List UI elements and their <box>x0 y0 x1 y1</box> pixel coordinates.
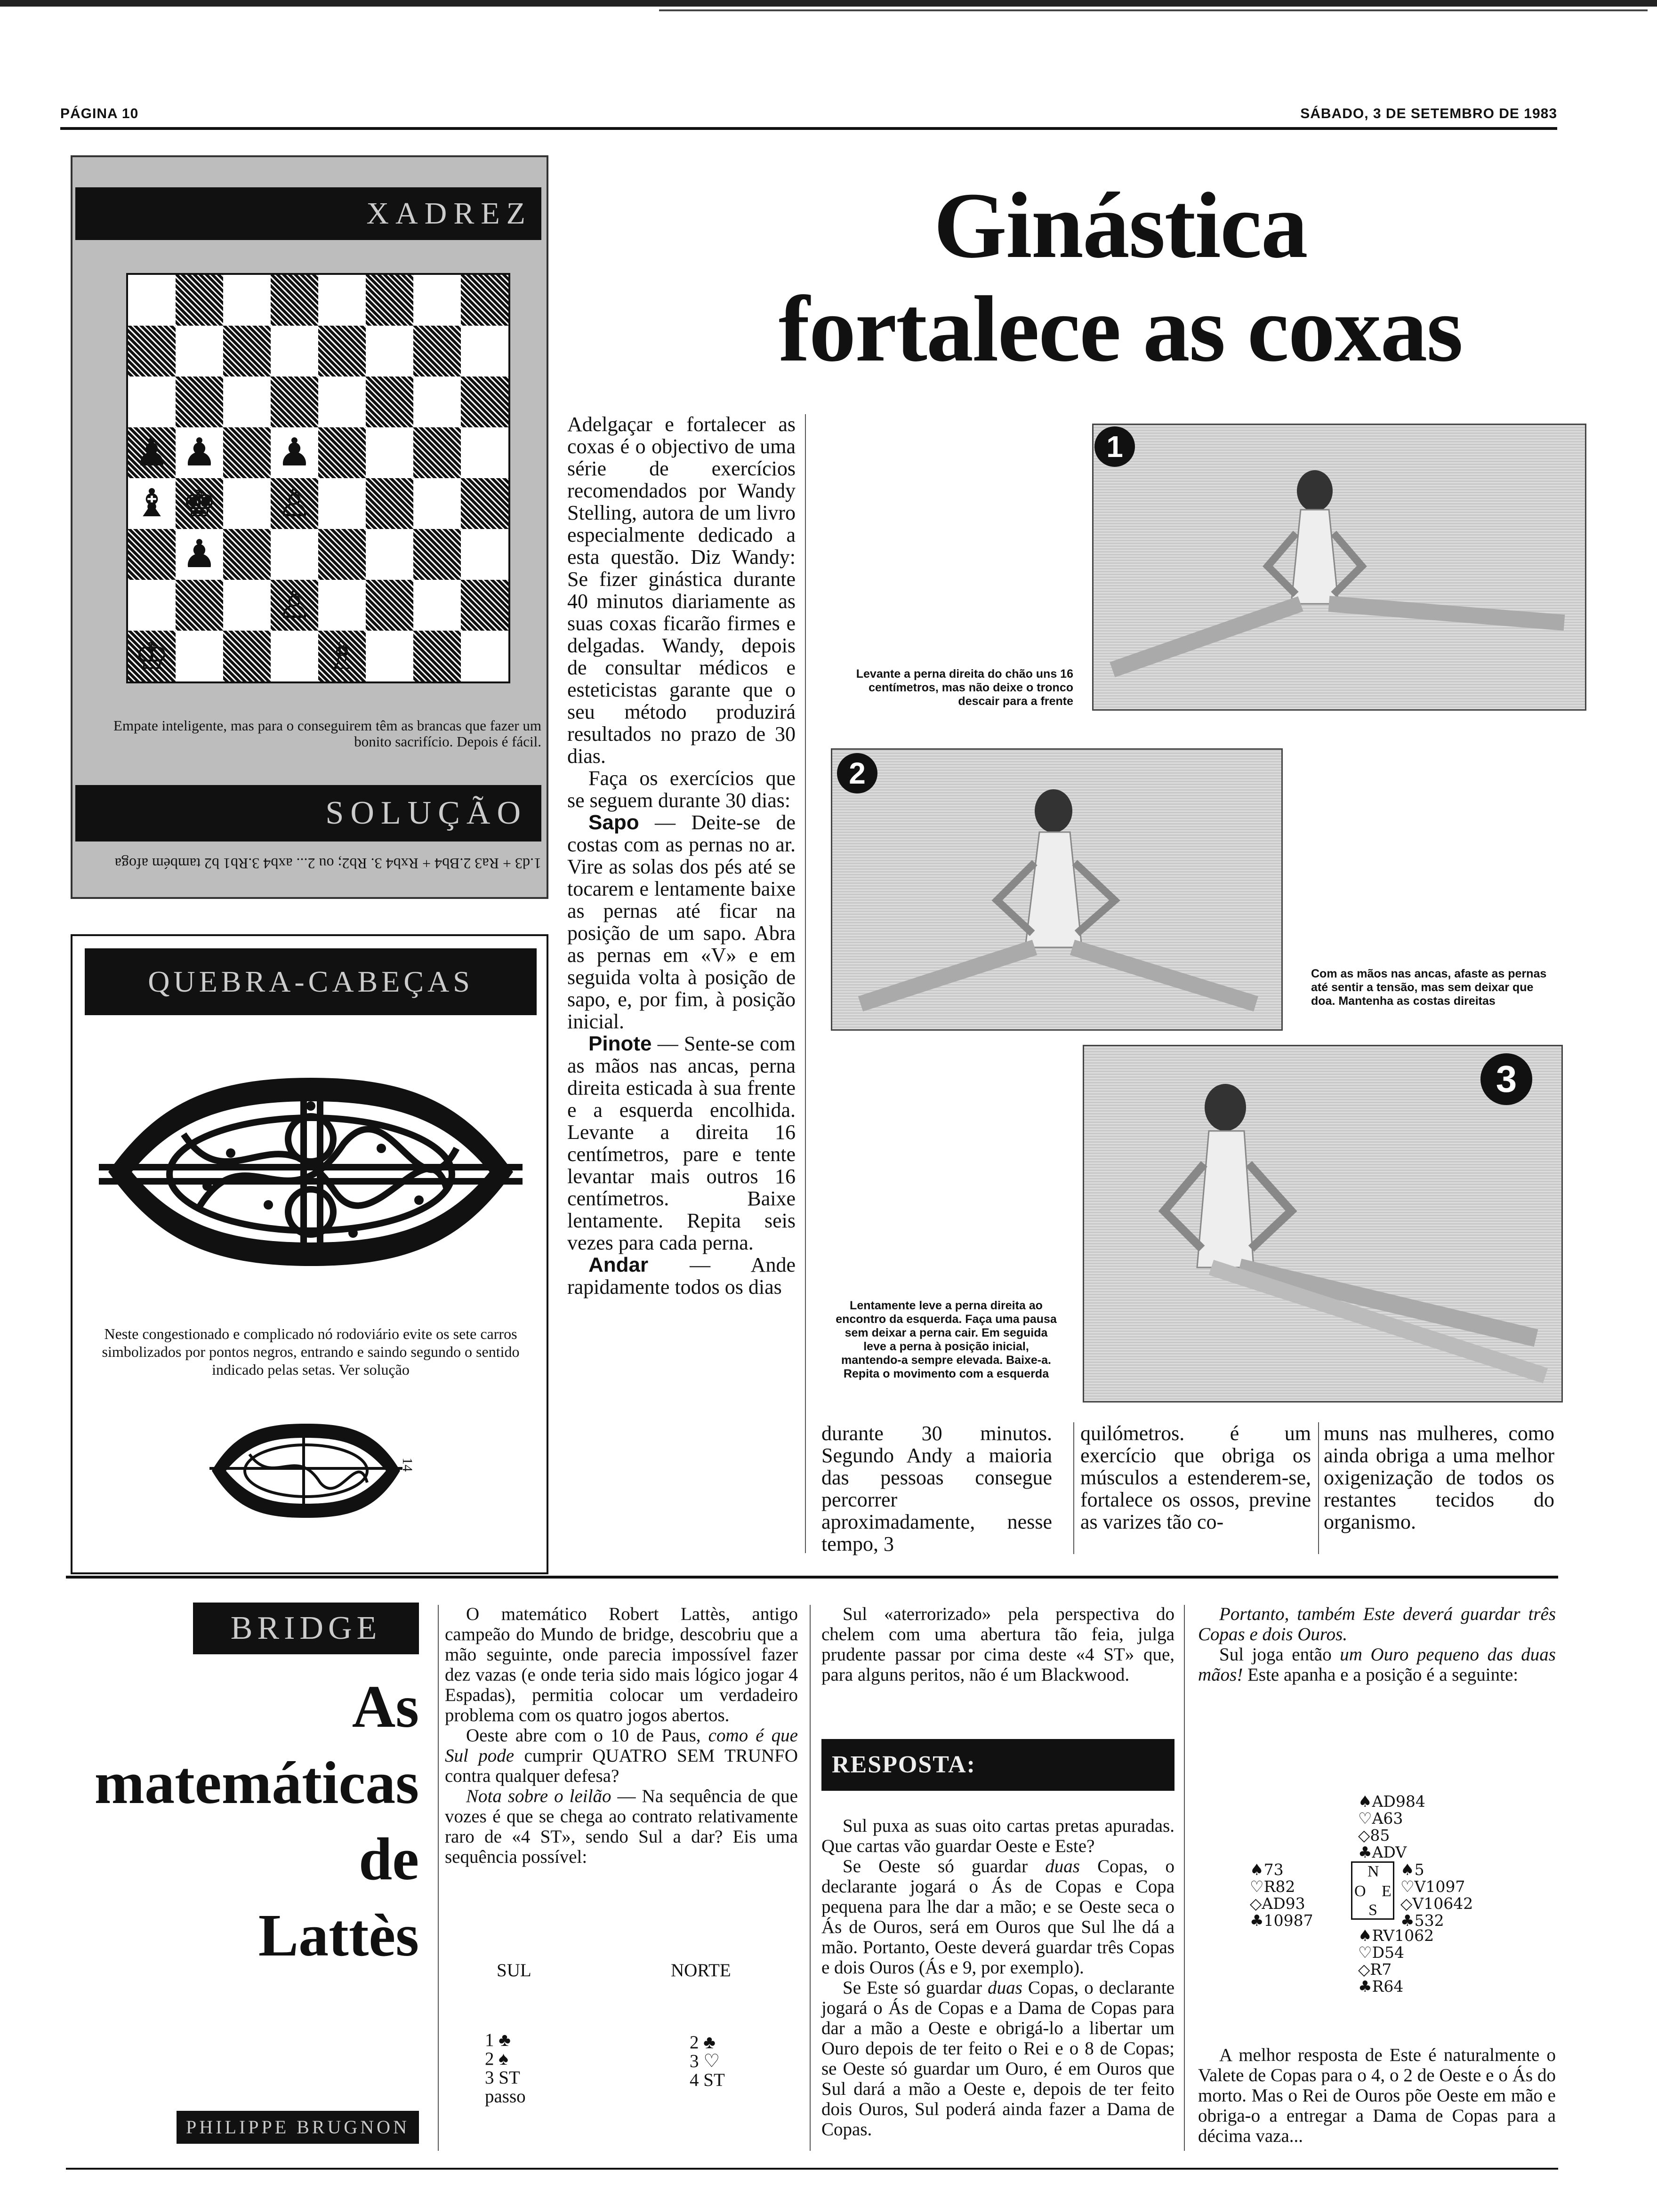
bridge-col3-p2-a: Sul joga então <box>1219 1644 1340 1665</box>
chess-square <box>366 631 413 681</box>
article-column-1 <box>567 413 796 1298</box>
chess-square <box>413 529 461 580</box>
hand-north-diamonds: ◇85 <box>1358 1826 1390 1844</box>
bridge-title-line-3: de <box>359 1826 419 1892</box>
bridge-col3-p2-b: um Ouro pequeno das duas mãos! <box>1198 1644 1556 1685</box>
chess-square <box>318 478 366 529</box>
bridge-answer-p2 <box>821 1856 1174 1978</box>
column-divider <box>1318 1422 1319 1554</box>
chess-square <box>366 377 413 427</box>
chess-square <box>271 427 318 478</box>
chess-square <box>128 275 176 326</box>
hand-south-clubs: ♣R64 <box>1358 1977 1404 1996</box>
hand-west-diamonds: ◇AD93 <box>1250 1894 1305 1913</box>
bridge-question-b: como é que Sul pode <box>445 1725 798 1766</box>
compass-south: S <box>1368 1901 1377 1919</box>
article-para-2: Faça os exercícios que se seguem durante 30 dias: <box>567 767 796 812</box>
andar-text: — Ande rapidamente todos os dias <box>567 1253 796 1298</box>
bridge-column-3-top <box>1198 1604 1556 1685</box>
chess-square <box>128 377 176 427</box>
hand-west <box>1250 1861 1313 1929</box>
chess-square <box>223 427 271 478</box>
bridge-answer-p3-c: Copas, o declarante jogará o Ás de Copas e a Dama de Copas para dar a mão a Oeste e obrigá-lo a libertar um Ouro depois de ter feito o Rei e o 8 de Copas; se Oeste só guardar um Ouro, é em Ouros que Sul dará a mão a Oeste e, depois de ter feito dois Ouros, Sul poderá ainda fazer a Dama de Copas. <box>821 1978 1174 2140</box>
chess-square <box>128 326 176 377</box>
footer-rule <box>66 2168 1558 2170</box>
chess-title: XADREZ <box>75 187 541 240</box>
chess-piece: ♟ <box>182 532 217 577</box>
bridge-col3-p1: Portanto, também Este deverá guardar três Copas e dois Ouros. <box>1198 1604 1556 1644</box>
bridge-question-c: cumprir QUATRO SEM TRUNFO contra qualquer defesa? <box>445 1746 798 1786</box>
chess-square <box>461 478 508 529</box>
hand-south-hearts: ♡D54 <box>1358 1943 1405 1962</box>
chess-square <box>318 427 366 478</box>
chess-piece: ♝ <box>134 481 169 526</box>
bridge-answer-p2-c: Copas, o declarante jogará o Ás de Copas e Copa pequena para lhe dar a mão; e se Oeste seca o Ás de Ouros, será em Ouros que Sul lhe dá a mão. Portanto, Oeste deverá guardar três Copas e dois Ouros (Ás e 9, por exemplo). <box>821 1856 1174 1978</box>
auction-norte-bid-1: 2 ♣ <box>690 2032 716 2052</box>
chess-square <box>413 377 461 427</box>
chess-square <box>176 326 223 377</box>
bridge-column-2-answer <box>821 1816 1174 2140</box>
chess-solution-title: SOLUÇÃO <box>75 785 541 842</box>
hand-east-spades: ♠5 <box>1400 1860 1424 1879</box>
exercise-figure-1 <box>1094 425 1586 711</box>
chess-square <box>271 631 318 681</box>
bridge-title <box>71 1673 419 1969</box>
chess-square <box>461 631 508 681</box>
bridge-answer-title: RESPOSTA: <box>821 1739 1174 1791</box>
auction-header-sul: SUL <box>497 1960 531 1980</box>
chess-square <box>128 427 176 478</box>
chess-square <box>176 427 223 478</box>
chess-square <box>128 529 176 580</box>
article-andar <box>567 1254 796 1298</box>
chess-square <box>461 377 508 427</box>
chess-square <box>461 580 508 631</box>
chess-square <box>176 478 223 529</box>
bridge-col3-p2-c: Este apanha e a posição é a seguinte: <box>1243 1665 1519 1685</box>
hand-south <box>1358 1927 1434 1995</box>
chess-square <box>176 631 223 681</box>
hand-south-spades: ♠RV1062 <box>1358 1926 1434 1945</box>
chess-square <box>366 427 413 478</box>
bridge-answer-p1: Sul puxa as suas oito cartas pretas apuradas. Que cartas vão guardar Oeste e Este? <box>821 1816 1174 1856</box>
chess-square <box>223 529 271 580</box>
auction-norte-bid-3: 4 ST <box>690 2070 725 2090</box>
bridge-answer-p2-b: duas <box>1045 1856 1080 1876</box>
article-sapo <box>567 811 796 1033</box>
chess-square <box>128 478 176 529</box>
column-divider <box>1184 1605 1185 2151</box>
chess-square <box>366 326 413 377</box>
article-intro: Adelgaçar e fortalecer as coxas é o objectivo de uma série de exercícios recomendados por Wandy Stelling, autora de um livro especialmente dedicado a esta questão. Diz Wandy: Se fizer ginástica durante 40 minutos diariamente as suas coxas ficarão firmes e delgadas. Wandy, depois de consultar médicos e esteticistas garante que o seu método produzirá resultados no prazo de 30 dias. <box>567 413 796 768</box>
bridge-auction-note-text: — Na sequência de que vozes é que se chega ao contrato relativamente raro de «4 ST», sendo Sul a dar? Eis uma sequência possível: <box>445 1786 798 1867</box>
compass-box <box>1351 1861 1394 1920</box>
column-divider <box>805 414 806 1553</box>
chess-square <box>128 631 176 681</box>
chess-square <box>318 580 366 631</box>
chess-square <box>223 631 271 681</box>
bridge-title-line-2: matemáticas <box>94 1749 419 1816</box>
bridge-answer-p3-b: duas <box>988 1978 1022 1998</box>
bridge-answer-p2-a: Se Oeste só guardar <box>843 1856 1046 1876</box>
chess-square <box>413 275 461 326</box>
sapo-label: Sapo <box>588 811 639 834</box>
chess-square <box>318 377 366 427</box>
chess-square <box>223 478 271 529</box>
chess-square <box>366 580 413 631</box>
auction-sul-bid-4: passo <box>485 2086 526 2107</box>
hand-north-hearts: ♡A63 <box>1358 1809 1403 1827</box>
article-column-3: quilómetros. é um exercício que obriga os músculos a estenderem-se, fortalece os ossos, previne as varizes tão co- <box>1080 1422 1311 1533</box>
chess-square <box>413 427 461 478</box>
chess-square <box>318 529 366 580</box>
chess-square <box>318 275 366 326</box>
hand-east-diamonds: ◇V10642 <box>1400 1894 1473 1913</box>
chess-square <box>128 580 176 631</box>
puzzle-caption: Neste congestionado e complicado nó rodoviário evite os sete carros simbolizados por pontos negros, entrando e saindo segundo o sentido indicado pelas setas. Ver solução <box>102 1325 520 1378</box>
chess-square <box>461 326 508 377</box>
chess-square <box>271 326 318 377</box>
chess-square <box>176 275 223 326</box>
chess-square <box>271 377 318 427</box>
page-date: SÁBADO, 3 DE SETEMBRO DE 1983 <box>1300 106 1557 121</box>
chess-piece: ♙ <box>277 583 312 627</box>
chess-square <box>461 427 508 478</box>
pinote-text: — Sente-se com as mãos nas ancas, perna direita esticada à sua frente e a esquerda encolhida. Levante a direita 16 centímetros, pare e tente levantar mais outros 16 centímetros. Baixe lentamente. Repita seis vezes para cada perna. <box>567 1032 796 1254</box>
compass-east: E <box>1382 1883 1392 1900</box>
puzzle-solution-illustration <box>207 1417 405 1525</box>
sapo-text: — Deite-se de costas com as pernas no ar. Vire as solas dos pés até se tocarem e lentamente baixe as pernas até ficar na posição de um sapo. Abra as pernas em «V» e em seguida volta à posição de sapo, e, por fim, à posição inicial. <box>567 811 796 1033</box>
exercise-badge-3: 3 <box>1480 1053 1532 1105</box>
bridge-column-2-top <box>821 1604 1174 1685</box>
bridge-col3-p3: A melhor resposta de Este é naturalmente o Valete de Copas para o 4, o 2 de Oeste e o Ás do morto. Mas o Rei de Ouros põe Oeste em mão e obriga-o a entregar a Dama de Copas para a décima vaza... <box>1198 2045 1556 2146</box>
chess-square <box>176 377 223 427</box>
chess-square <box>366 275 413 326</box>
column-divider <box>438 1605 439 2151</box>
hand-north <box>1358 1793 1425 1861</box>
chess-square <box>413 631 461 681</box>
chess-piece: ♚ <box>182 481 217 526</box>
chess-square <box>413 326 461 377</box>
chess-square <box>176 529 223 580</box>
article-pinote <box>567 1033 796 1254</box>
auction-norte-bids <box>690 2033 725 2090</box>
chess-square <box>366 478 413 529</box>
chess-square <box>223 275 271 326</box>
chess-piece: ♟ <box>277 430 312 475</box>
exercise-figure-2 <box>832 750 1283 1031</box>
auction-sul-bid-3: 3 ST <box>485 2068 520 2088</box>
exercise-badge-1: 1 <box>1094 426 1135 467</box>
bridge-question <box>445 1725 798 1786</box>
auction-header-norte: NORTE <box>671 1960 731 1980</box>
chess-caption: Empate inteligente, mas para o conseguirem têm as brancas que fazer um bonito sacrifício. Depois é fácil. <box>113 717 541 750</box>
top-border-secondary <box>659 9 1648 11</box>
chess-square <box>271 478 318 529</box>
chess-piece: ♟ <box>134 430 169 475</box>
auction-norte-bid-2: 3 ♡ <box>690 2051 720 2071</box>
puzzle-solution-page: 14 <box>400 1458 415 1472</box>
hand-west-spades: ♠73 <box>1250 1860 1284 1879</box>
bridge-author: PHILIPPE BRUGNON <box>177 2111 419 2144</box>
chess-board <box>126 273 510 683</box>
puzzle-title: QUEBRA-CABEÇAS <box>85 948 537 1015</box>
bridge-auction-note <box>445 1786 798 1867</box>
column-divider <box>1073 1422 1074 1554</box>
chess-square <box>318 326 366 377</box>
bridge-intro: O matemático Robert Lattès, antigo campeão do Mundo de bridge, descobriu que a mão seguinte, onde parecia impossível fazer dez vazas (e onde teria sido mais lógico jogar 4 Espadas), permitia colocar um verdadeiro problema com os quatro jogos abertos. <box>445 1604 798 1725</box>
chess-solution-upside-down: 1.d3 + Ra3 2.Bb4 + Rxb4 3. Rb2; ou 2... axb4 3.Rb1 b2 também afoga <box>114 855 541 872</box>
hand-west-clubs: ♣10987 <box>1250 1911 1313 1930</box>
andar-label: Andar <box>588 1253 649 1276</box>
hand-north-spades: ♠AD984 <box>1358 1792 1425 1811</box>
exercise-caption-1: Levante a perna direita do chão uns 16 centímetros, mas não deixe o tronco descair para a frente <box>856 667 1073 708</box>
chess-square <box>223 580 271 631</box>
chess-square <box>223 377 271 427</box>
chess-square <box>176 580 223 631</box>
header-rule <box>60 127 1557 130</box>
pinote-label: Pinote <box>588 1032 652 1055</box>
bridge-label: BRIDGE <box>193 1603 419 1654</box>
road-knot-illustration <box>89 1050 532 1294</box>
column-divider <box>810 1605 811 2151</box>
hand-east-clubs: ♣532 <box>1400 1911 1444 1930</box>
chess-square <box>271 529 318 580</box>
exercise-photo-2 <box>831 748 1283 1031</box>
article-column-2: durante 30 minutos. Segundo Andy a maioria das pessoas consegue percorrer aproximadamente, nesse tempo, 3 <box>821 1422 1052 1555</box>
chess-piece: ♟ <box>182 430 217 475</box>
exercise-badge-2: 2 <box>837 753 877 793</box>
bridge-answer-p3-a: Se Este só guardar <box>843 1978 988 1998</box>
exercise-photo-1 <box>1092 424 1586 711</box>
hand-south-diamonds: ◇R7 <box>1358 1960 1392 1979</box>
chess-square <box>413 478 461 529</box>
chess-piece: ♗ <box>324 633 360 678</box>
chess-square <box>223 326 271 377</box>
article-column-4: muns nas mulheres, como ainda obriga a uma melhor oxigenização de todos os restantes tecidos do organismo. <box>1324 1422 1554 1533</box>
exercise-caption-2: Com as mãos nas ancas, afaste as pernas até sentir a tensão, mas sem deixar que doa. Mantenha as costas direitas <box>1311 967 1547 1008</box>
section-rule <box>66 1576 1558 1579</box>
top-border <box>0 0 1657 7</box>
chess-square <box>461 529 508 580</box>
page-number: PÁGINA 10 <box>60 106 139 121</box>
compass-west: O <box>1354 1883 1366 1900</box>
exercise-caption-3: Lentamente leve a perna direita ao encontro da esquerda. Faça uma pausa sem deixar a perna cair. Em seguida leve a perna à posição inicial, mantendo-a sempre elevada. Baixe-a. Repita o movimento com a esquerda <box>836 1299 1057 1380</box>
headline-line-1: Ginástica <box>933 174 1307 278</box>
chess-square <box>271 580 318 631</box>
hand-west-hearts: ♡R82 <box>1250 1877 1295 1896</box>
bridge-auction-note-title: Nota sobre o leilão <box>466 1786 611 1806</box>
bridge-question-a: Oeste abre com o 10 de Paus, <box>466 1725 708 1746</box>
chess-piece: ♔ <box>134 633 169 678</box>
hand-north-clubs: ♣ADV <box>1358 1843 1407 1861</box>
hand-east-hearts: ♡V1097 <box>1400 1877 1465 1896</box>
chess-square <box>271 275 318 326</box>
auction-sul-bid-2: 2 ♠ <box>485 2049 508 2069</box>
bridge-title-line-4: Lattès <box>258 1902 419 1969</box>
bridge-title-line-1: As <box>352 1673 419 1740</box>
auction-sul-bid-1: 1 ♣ <box>485 2030 511 2050</box>
bridge-column-1 <box>445 1604 798 1867</box>
auction-sul-bids <box>485 2031 526 2106</box>
bridge-col3-p2 <box>1198 1644 1556 1685</box>
chess-square <box>461 275 508 326</box>
bridge-answer-p3 <box>821 1978 1174 2140</box>
bridge-column-3-bottom <box>1198 2045 1556 2146</box>
chess-piece: ♙ <box>277 481 312 526</box>
chess-square <box>413 580 461 631</box>
hand-east <box>1400 1861 1473 1929</box>
compass-north: N <box>1367 1863 1379 1880</box>
headline-line-2: fortalece as coxas <box>778 277 1463 381</box>
chess-square <box>318 631 366 681</box>
chess-square <box>366 529 413 580</box>
bridge-col2-intro: Sul «aterrorizado» pela perspectiva do chelem com uma abertura tão feia, julga prudente passar por cima deste «4 ST» que, para alguns peritos, não é um Blackwood. <box>821 1604 1174 1685</box>
